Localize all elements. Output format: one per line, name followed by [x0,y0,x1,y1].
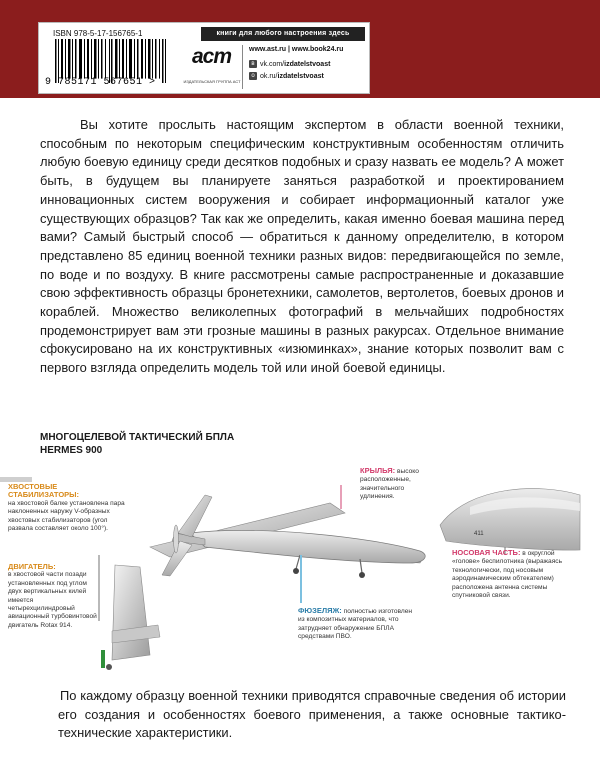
callout-nose-body: в округлой «голове» беспилотника (выражаясь технологически, под носовым аэродинамическим обтекателем) расположена антенна системы спутниковой связи. [452,550,563,600]
vk-prefix: vk.com/ [260,60,285,68]
intro-text: Вы хотите прослыть настоящим экспертом в области военной техники, способным по некоторым специфическим конструктивным особенностям отличить любую боевую единицу среди десятков подобных и сразу назвать ее модель? А может быть, в будущем вы планируете заняться разработкой и проектированием инновационных систем вооружения и собирает информационный каталог уже существующих образцов? Так как же определить, какая именно боевая машина перед вами? Самый быстрый способ — обратиться к данному определителю, в котором представлено 85 единиц военной техники разных видов: передвигающейся по земле, по воде и по воздуху. В книге рассмотрены самые распространенные и доказавшие свою эффективность образцы бронетехники, самолетов, вертолетов, боевых дронов и кораблей. Множество великолепных фотографий в мельчайших подробностях продемонстрирует вам эти грозные машины в разных ракурсах. Отдельное внимание сфокусировано на их конструктивных «изюминках», знание которых позволит вам с первого взгляда определить модель той или иной боевой единицы. [40,117,564,376]
callout-stabilizers-body: на хвостовой балке установлена пара наклоненных наружу V-образных хвостовых стабилизаторов (угол развала составляет около 100°). [8,499,125,533]
vk-handle: izdatelstvoast [284,60,331,68]
callout-wings-body: высоко расположенные, значительного удлинения. [360,468,419,501]
publisher-logo-mark: аст [192,45,232,68]
vk-link[interactable] [249,60,330,68]
figure-title [40,431,234,457]
callout-engine-body: в хвостовой части позади установленных под углом двух вертикальных килей имеется четырехцилиндровый авиационный турбовинтовой двигатель Rotax 914. [8,571,97,629]
website-link[interactable]: www.ast.ru | www.book24.ru [249,46,344,53]
callout-fuselage [298,607,414,642]
wings-leader-line [340,485,342,509]
publisher-info-box [38,22,370,94]
publisher-logo-subtitle: ИЗДАТЕЛЬСКАЯ ГРУППА АСТ [183,79,241,84]
ok-handle: izdatelstvoast [277,72,324,80]
callout-nose [452,549,570,600]
callout-fuselage-head: ФЮЗЕЛЯЖ: [298,606,342,615]
callout-engine [8,563,100,630]
callout-wings [360,467,440,502]
callout-fuselage-body: полностью изготовлен из композитных материалов, что затрудняет обнаружение БПЛА средствами ПВО. [298,608,413,641]
vk-icon: в [249,60,257,68]
fuselage-leader-line [300,555,302,603]
ok-icon: о [249,72,257,80]
cover-top-band [0,0,600,98]
tail-number-label: 411 [474,531,484,537]
drone-illustration [0,455,600,675]
tagline-banner: книги для любого настроения здесь [201,27,365,41]
publisher-logo [182,45,241,91]
outro-text: По каждому образцу военной техники приводятся справочные сведения об истории его создания и особенностях боевого применения, а также основные тактико-технические характеристики. [58,688,566,741]
callout-wings-head: КРЫЛЬЯ: [360,466,396,475]
figure-title-line2: HERMES 900 [40,445,103,456]
callout-stabilizers [8,483,128,533]
intro-paragraph [40,116,564,378]
ok-link[interactable] [249,72,324,80]
callout-nose-head: НОСОВАЯ ЧАСТЬ: [452,548,521,557]
divider [242,45,243,89]
ok-prefix: ok.ru/ [260,72,278,80]
callout-stabilizers-head: ХВОСТОВЫЕ СТАБИЛИЗАТОРЫ: [8,482,80,500]
isbn-label: ISBN 978-5-17-156765-1 [53,29,143,38]
barcode-number: 9 785171 567651 > [45,77,156,88]
outro-paragraph [58,687,566,743]
callout-engine-head: ДВИГАТЕЛЬ: [8,562,56,571]
figure-title-line1: МНОГОЦЕЛЕВОЙ ТАКТИЧЕСКИЙ БПЛА [40,432,235,443]
